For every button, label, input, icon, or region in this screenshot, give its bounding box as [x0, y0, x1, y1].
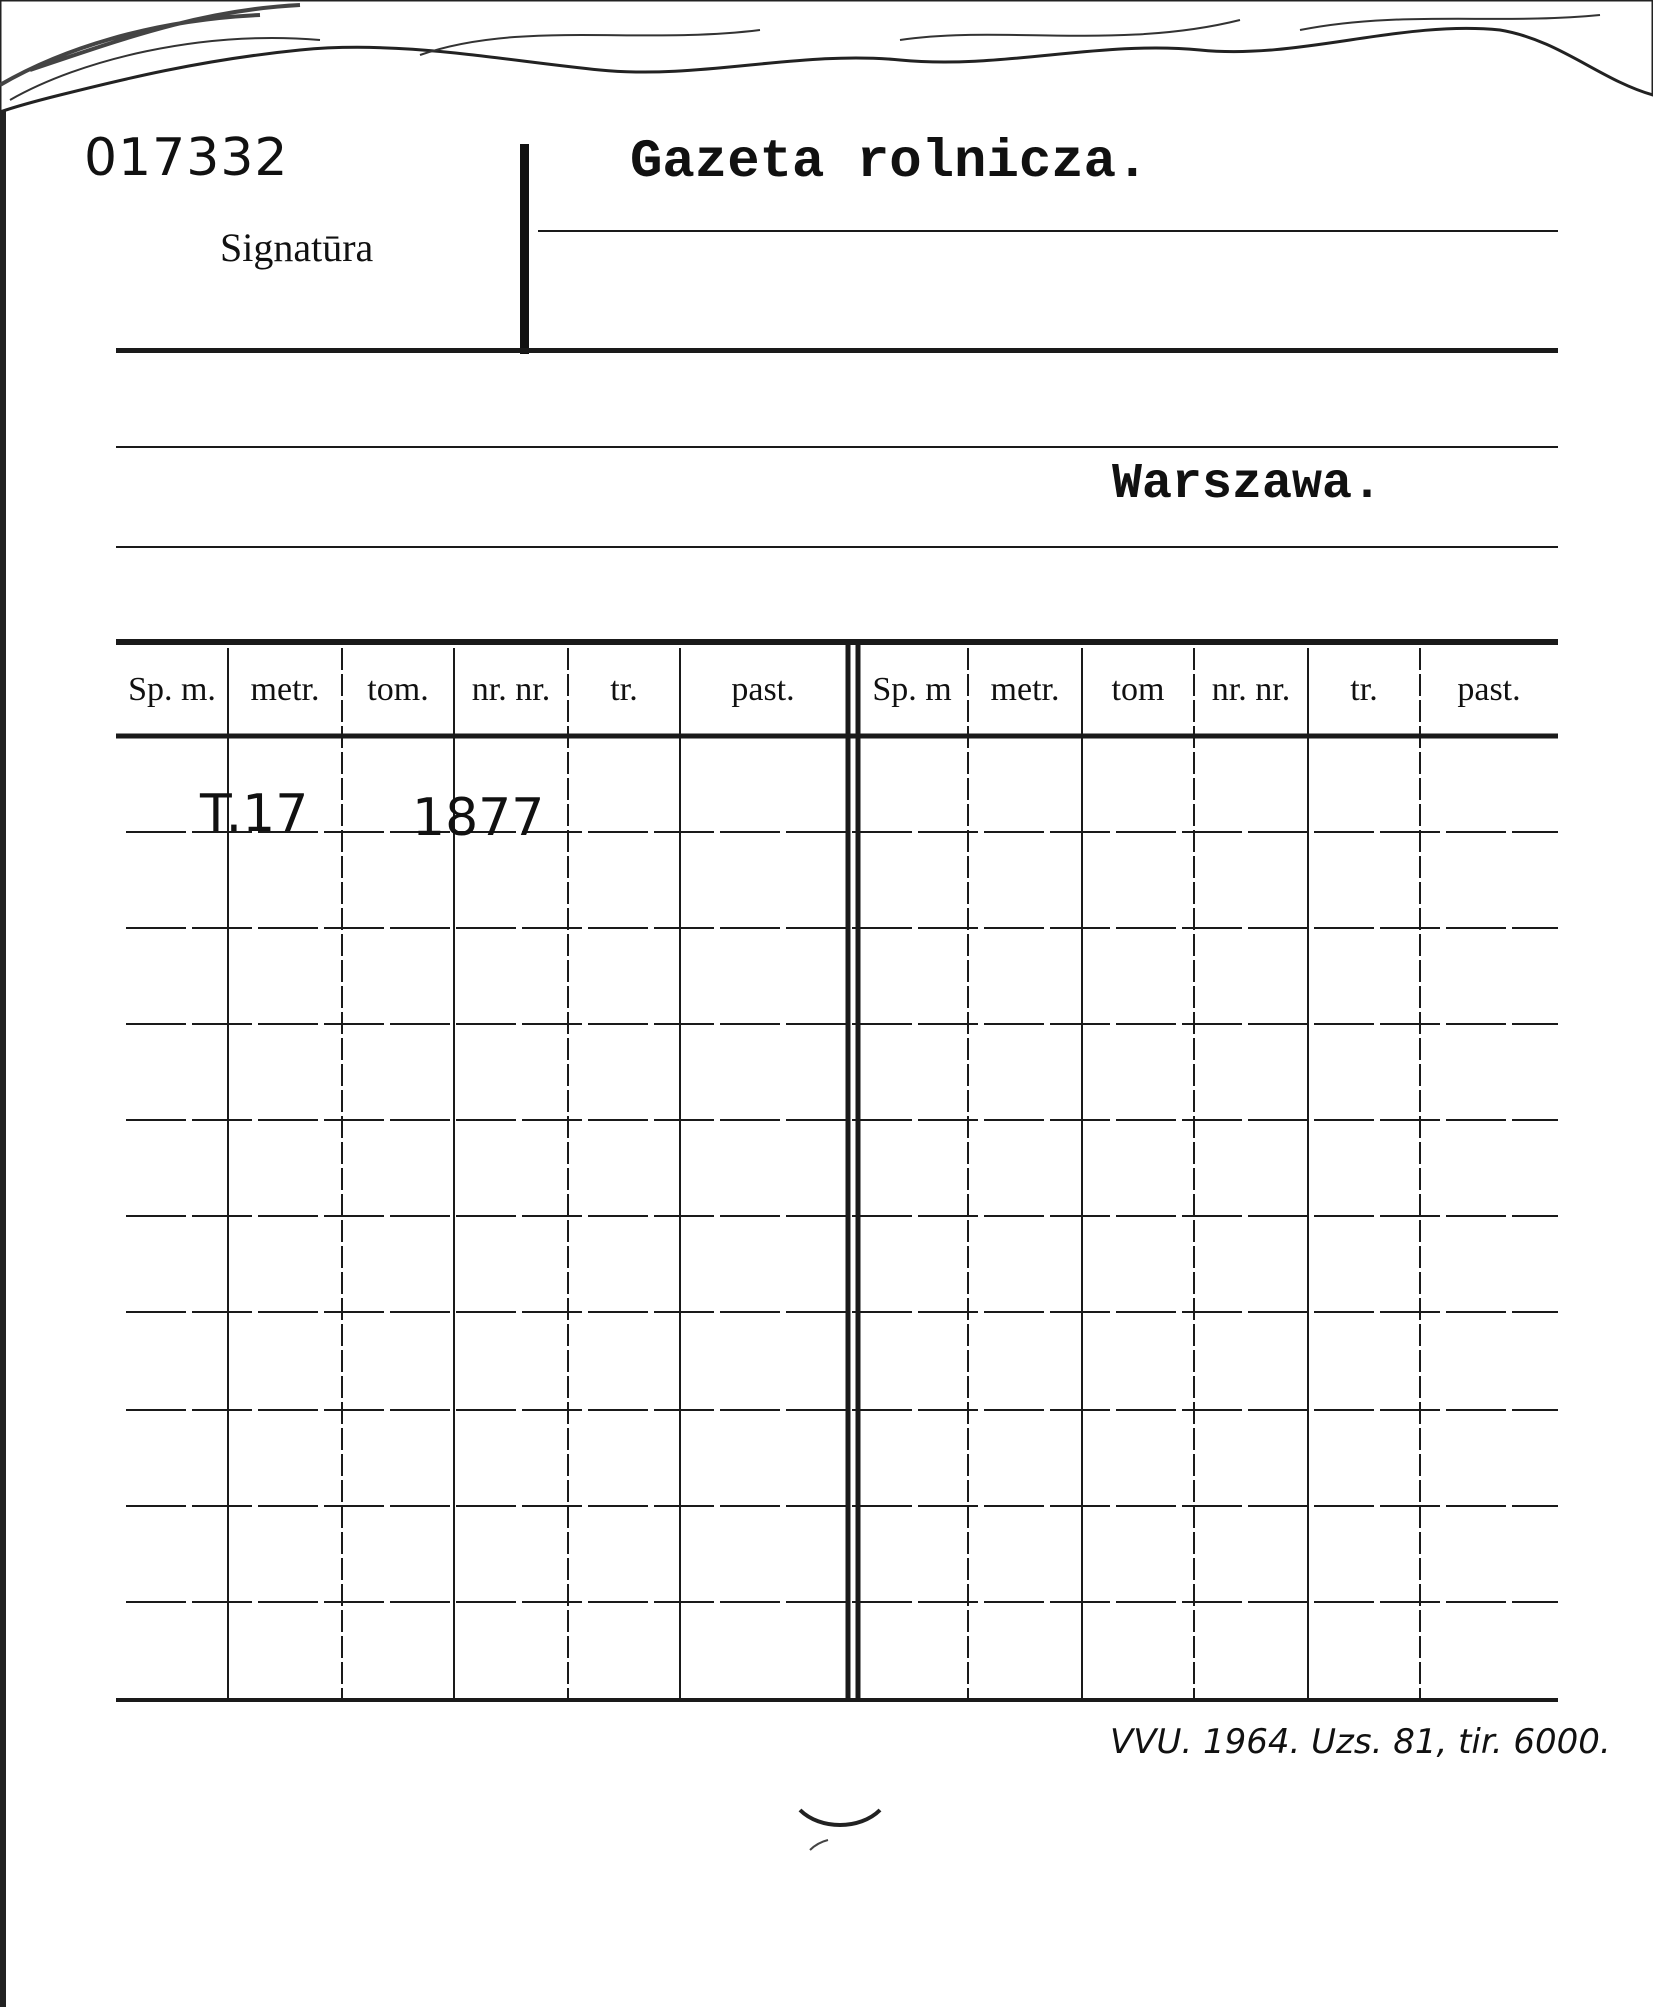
- signature-number: 017332: [84, 128, 289, 188]
- stray-mark: [780, 1790, 900, 1870]
- col-header-tr-2: tr.: [1350, 671, 1378, 708]
- col-header-sp-m-2: Sp. m: [872, 671, 952, 708]
- col-header-nr-nr-2: nr. nr.: [1211, 671, 1291, 708]
- entry-volume: T.17: [200, 784, 309, 844]
- col-header-past-2: past.: [1457, 671, 1521, 708]
- col-header-nr-nr: nr. nr.: [471, 671, 551, 708]
- print-info: VVU. 1964. Uzs. 81, tir. 6000.: [1110, 1722, 1611, 1762]
- col-header-past: past.: [731, 671, 795, 708]
- entry-year: 1877: [412, 788, 545, 848]
- col-header-metr: metr.: [250, 671, 320, 708]
- publication-place: Warszawa.: [1112, 456, 1383, 513]
- col-header-tom-2: tom: [1111, 671, 1165, 708]
- table-header-row: [0, 648, 1653, 732]
- col-header-metr-2: metr.: [990, 671, 1060, 708]
- col-header-sp-m: Sp. m.: [128, 671, 216, 708]
- col-header-tom: tom.: [367, 671, 429, 708]
- publication-title: Gazeta rolnicza.: [630, 132, 1149, 193]
- col-header-tr: tr.: [610, 671, 638, 708]
- signature-label: Signatūra: [220, 225, 374, 270]
